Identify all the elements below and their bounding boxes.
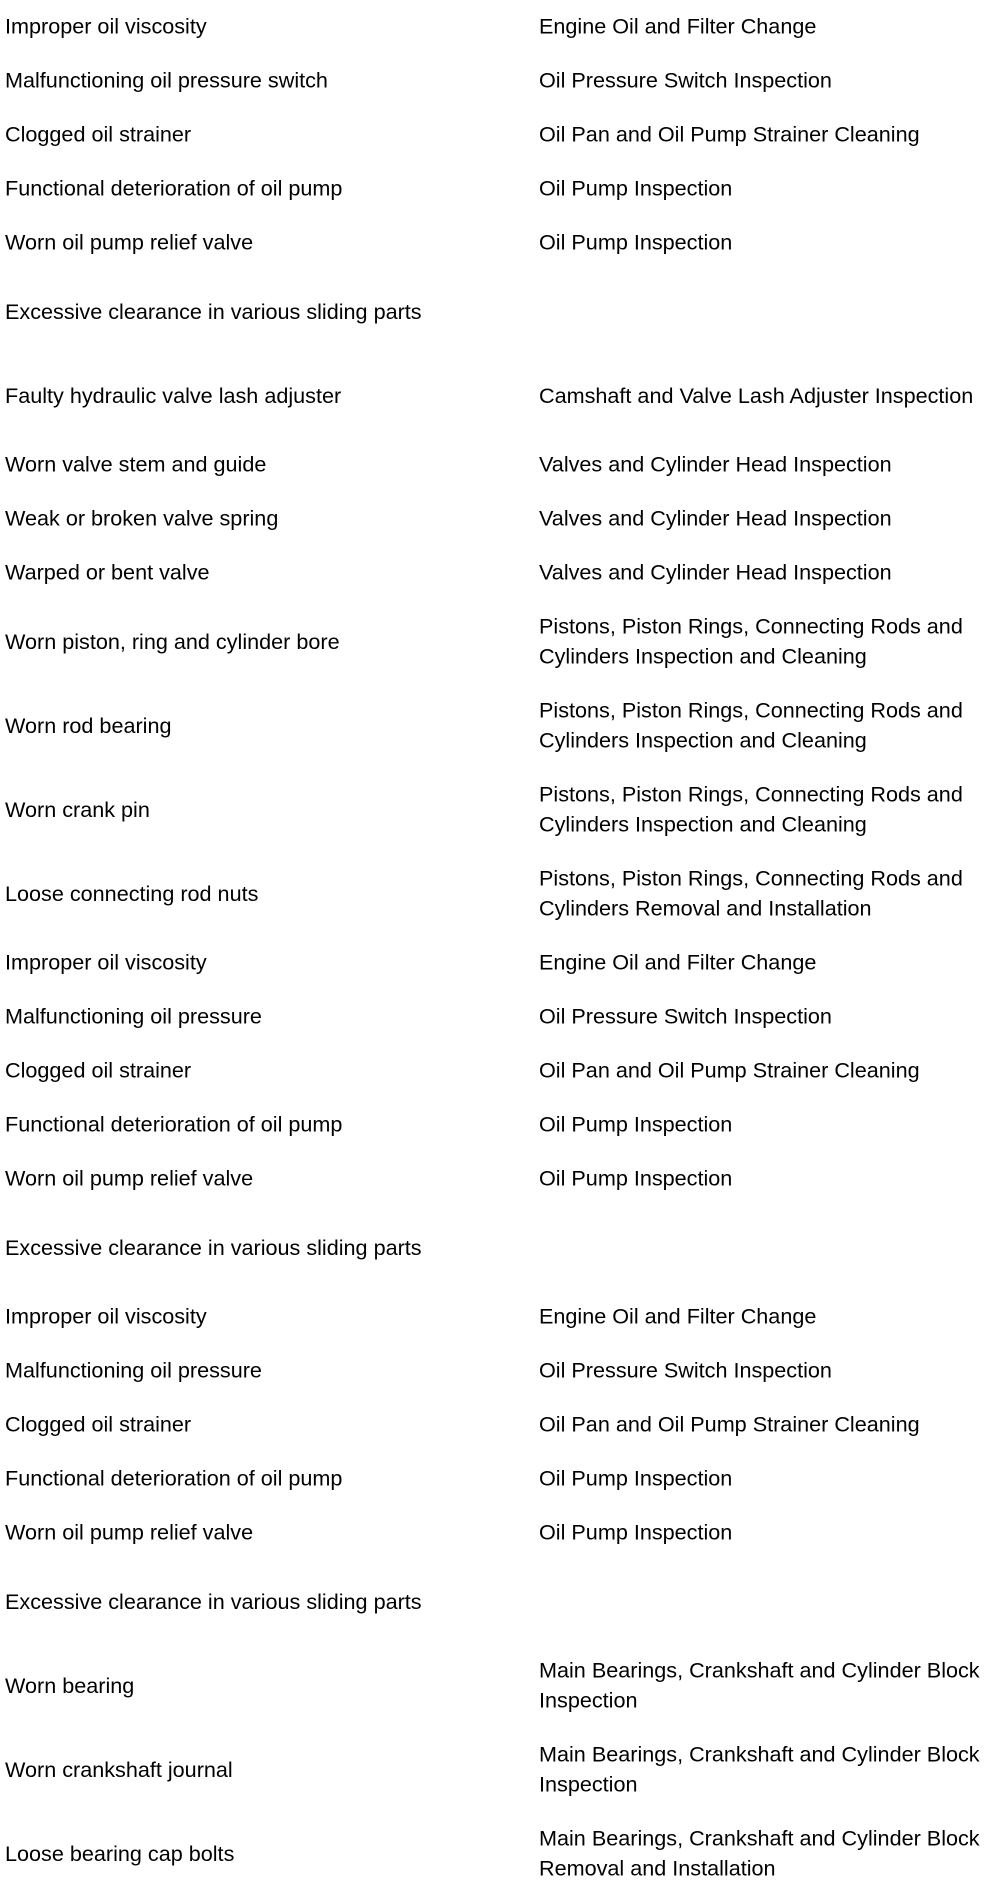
remedy-cell: Oil Pressure Switch Inspection	[539, 68, 832, 93]
cause-cell: Weak or broken valve spring	[5, 506, 279, 531]
table-row	[5, 1452, 992, 1506]
remedy-cell: Main Bearings, Crankshaft and Cylinder Block Inspection	[539, 1658, 980, 1713]
remedy-cell: Pistons, Piston Rings, Connecting Rods and Cylinders Inspection and Cleaning	[539, 614, 963, 669]
table-row	[5, 354, 992, 438]
table-row	[5, 1206, 992, 1290]
table-row	[5, 1812, 992, 1896]
remedy-cell: Oil Pump Inspection	[539, 1112, 733, 1137]
cause-cell: Worn bearing	[5, 1673, 135, 1698]
cause-cell: Loose connecting rod nuts	[5, 881, 259, 906]
table-row	[5, 1728, 992, 1812]
remedy-cell: Oil Pan and Oil Pump Strainer Cleaning	[539, 1412, 920, 1437]
remedy-cell: Valves and Cylinder Head Inspection	[539, 452, 892, 477]
table-row	[5, 216, 992, 270]
cause-cell: Worn oil pump relief valve	[5, 1520, 254, 1545]
table-row	[5, 990, 992, 1044]
remedy-cell: Valves and Cylinder Head Inspection	[539, 506, 892, 531]
table-row	[5, 1098, 992, 1152]
remedy-cell: Oil Pump Inspection	[539, 230, 733, 255]
cause-cell: Worn crankshaft journal	[5, 1757, 233, 1782]
cause-cell: Worn valve stem and guide	[5, 452, 267, 477]
cause-cell: Warped or bent valve	[5, 560, 210, 585]
cause-cell: Malfunctioning oil pressure	[5, 1004, 262, 1029]
remedy-cell: Oil Pressure Switch Inspection	[539, 1358, 832, 1383]
cause-cell: Malfunctioning oil pressure	[5, 1358, 262, 1383]
cause-cell: Functional deterioration of oil pump	[5, 1466, 343, 1491]
table-row	[5, 1560, 992, 1644]
remedy-cell: Engine Oil and Filter Change	[539, 1304, 817, 1329]
cause-cell: Worn crank pin	[5, 797, 150, 822]
cause-cell: Loose bearing cap bolts	[5, 1841, 235, 1866]
table-row	[5, 1644, 992, 1728]
table-row	[5, 1152, 992, 1206]
cause-cell: Improper oil viscosity	[5, 14, 207, 39]
table-row	[5, 1398, 992, 1452]
cause-cell: Excessive clearance in various sliding parts	[5, 1235, 422, 1260]
table-row	[5, 1044, 992, 1098]
remedy-cell: Camshaft and Valve Lash Adjuster Inspection	[539, 383, 974, 408]
cause-cell: Faulty hydraulic valve lash adjuster	[5, 383, 342, 408]
cause-cell: Worn piston, ring and cylinder bore	[5, 629, 340, 654]
remedy-cell: Oil Pump Inspection	[539, 1520, 733, 1545]
remedy-cell: Pistons, Piston Rings, Connecting Rods and Cylinders Inspection and Cleaning	[539, 698, 963, 753]
remedy-cell: Oil Pressure Switch Inspection	[539, 1004, 832, 1029]
remedy-cell: Oil Pan and Oil Pump Strainer Cleaning	[539, 122, 920, 147]
table-row	[5, 270, 992, 354]
remedy-cell: Oil Pump Inspection	[539, 176, 733, 201]
cause-cell: Clogged oil strainer	[5, 122, 192, 147]
remedy-cell: Oil Pan and Oil Pump Strainer Cleaning	[539, 1058, 920, 1083]
remedy-cell: Engine Oil and Filter Change	[539, 950, 817, 975]
cause-cell: Clogged oil strainer	[5, 1412, 192, 1437]
table-row	[5, 438, 992, 492]
cause-cell: Improper oil viscosity	[5, 1304, 207, 1329]
remedy-cell: Main Bearings, Crankshaft and Cylinder Block Removal and Installation	[539, 1826, 980, 1881]
table-row	[5, 1344, 992, 1398]
remedy-cell: Oil Pump Inspection	[539, 1166, 733, 1191]
remedy-cell: Pistons, Piston Rings, Connecting Rods and Cylinders Inspection and Cleaning	[539, 782, 963, 837]
table-row	[5, 492, 992, 546]
cause-cell: Malfunctioning oil pressure switch	[5, 68, 328, 93]
table-row	[5, 768, 992, 852]
remedy-cell: Engine Oil and Filter Change	[539, 14, 817, 39]
cause-cell: Clogged oil strainer	[5, 1058, 192, 1083]
cause-cell: Functional deterioration of oil pump	[5, 176, 343, 201]
cause-cell: Improper oil viscosity	[5, 950, 207, 975]
remedy-cell: Valves and Cylinder Head Inspection	[539, 560, 892, 585]
table-row	[5, 852, 992, 936]
table-row	[5, 108, 992, 162]
table-row	[5, 936, 992, 990]
table-row	[5, 1290, 992, 1344]
cause-cell: Functional deterioration of oil pump	[5, 1112, 343, 1137]
table-row	[5, 54, 992, 108]
cause-cell: Worn oil pump relief valve	[5, 1166, 254, 1191]
table-row	[5, 162, 992, 216]
cause-cell: Worn rod bearing	[5, 713, 172, 738]
table-row	[5, 684, 992, 768]
remedy-cell: Pistons, Piston Rings, Connecting Rods and Cylinders Removal and Installation	[539, 866, 963, 921]
table-row	[5, 1506, 992, 1560]
table-row	[5, 546, 992, 600]
table-row	[5, 600, 992, 684]
cause-cell: Excessive clearance in various sliding parts	[5, 299, 422, 324]
cause-cell: Excessive clearance in various sliding parts	[5, 1589, 422, 1614]
table-row	[5, 0, 992, 54]
cause-cell: Worn oil pump relief valve	[5, 230, 254, 255]
troubleshooting-table	[5, 0, 992, 1896]
remedy-cell: Main Bearings, Crankshaft and Cylinder Block Inspection	[539, 1742, 980, 1797]
remedy-cell: Oil Pump Inspection	[539, 1466, 733, 1491]
